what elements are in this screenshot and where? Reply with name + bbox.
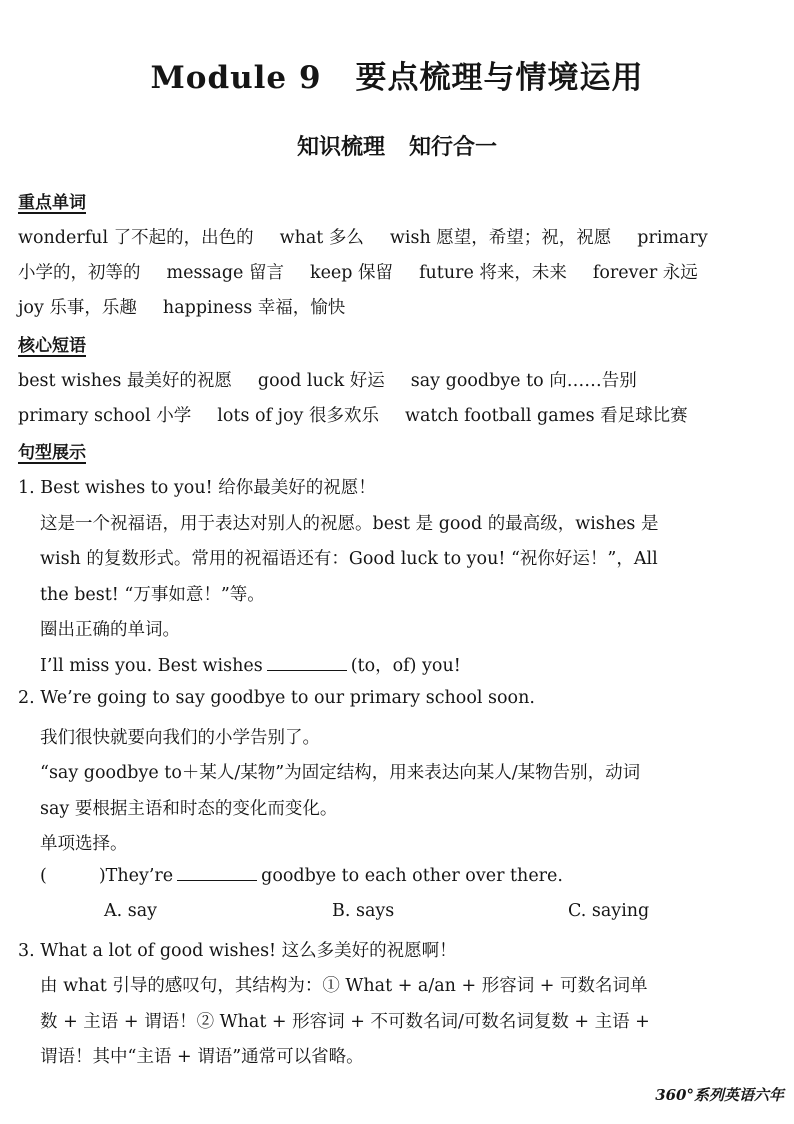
question-text: They’re	[105, 866, 174, 886]
sentence-3-explanation-3: 谓语！其中“主语 + 谓语”通常可以省略。	[40, 1047, 364, 1067]
word-entry: what 多么	[279, 228, 364, 248]
question-text: I’ll miss you. Best wishes	[40, 656, 263, 676]
sentence-1-question	[40, 652, 461, 677]
sentence-2-explanation-1: “say goodbye to＋某人/某物”为固定结构，用来表达向某人/某物告别，动词	[40, 763, 641, 783]
option-a[interactable]: A. say	[104, 901, 158, 921]
word-entry: happiness 幸福，愉快	[162, 298, 346, 318]
subtitle-right: 知行合一	[409, 134, 498, 160]
answer-blank[interactable]	[267, 656, 347, 671]
section-heading-words: 重点单词	[18, 193, 86, 213]
word-entry: wish 愿望，希望；祝，祝愿	[389, 228, 612, 248]
page-footer-series: 360°系列英语六年	[655, 1086, 784, 1104]
sentence-2-question	[40, 866, 563, 886]
sentence-2-title: 2. We’re going to say goodbye to our primary school soon.	[18, 688, 535, 708]
word-entry: wonderful 了不起的，出色的	[18, 228, 254, 248]
sentence-1-title: 1. Best wishes to you! 给你最美好的祝愿！	[18, 478, 376, 498]
word-entry: primary	[637, 228, 708, 248]
phrase-entry: watch football games 看足球比赛	[405, 406, 688, 426]
phrases-line-1	[18, 367, 637, 392]
answer-paren-open: (	[40, 866, 47, 886]
question-text: goodbye to each other over there.	[261, 866, 563, 886]
sentence-2-explanation-2: say 要根据主语和时态的变化而变化。	[40, 799, 338, 819]
answer-paren-close: )	[98, 866, 106, 886]
word-entry: forever 永远	[592, 263, 698, 283]
sentence-1-explanation-2: wish 的复数形式。常用的祝福语还有：Good luck to you! “祝你好运！”，All	[40, 549, 658, 569]
word-entry: joy 乐事，乐趣	[18, 298, 137, 318]
module-title: 要点梳理与情境运用	[355, 60, 644, 96]
sentence-2-translation: 我们很快就要向我们的小学告别了。	[40, 728, 320, 748]
phrase-entry: best wishes 最美好的祝愿	[18, 371, 232, 391]
sentence-1-explanation-3: the best! “万事如意！”等。	[40, 585, 265, 605]
sentence-3-explanation-2: 数 + 主语 + 谓语！② What + 形容词 + 不可数名词/可数名词复数 + 主语 +	[40, 1012, 650, 1032]
section-heading-phrases: 核心短语	[18, 336, 86, 356]
words-line-1	[18, 224, 708, 249]
sentence-1-task: 圈出正确的单词。	[40, 620, 180, 640]
phrase-entry: say goodbye to 向……告别	[410, 371, 637, 391]
answer-blank[interactable]	[177, 866, 257, 881]
section-heading-sentences: 句型展示	[18, 443, 86, 463]
sentence-1-explanation-1: 这是一个祝福语，用于表达对别人的祝愿。best 是 good 的最高级，wishes 是	[40, 514, 659, 534]
words-line-3	[18, 294, 345, 319]
word-entry: 小学的，初等的	[18, 263, 141, 283]
word-entry: future 将来，未来	[419, 263, 567, 283]
word-entry: message 留言	[166, 263, 284, 283]
words-line-2	[18, 259, 698, 284]
phrase-entry: primary school 小学	[18, 406, 192, 426]
word-entry: keep 保留	[309, 263, 394, 283]
sentence-3-title: 3. What a lot of good wishes! 这么多美好的祝愿啊！	[18, 941, 457, 961]
option-b[interactable]: B. says	[332, 901, 395, 921]
page-subtitle	[0, 130, 794, 161]
question-text: (to，of) you!	[350, 656, 461, 676]
phrases-line-2	[18, 402, 688, 427]
page-title	[0, 52, 794, 97]
phrase-entry: lots of joy 很多欢乐	[217, 406, 379, 426]
subtitle-left: 知识梳理	[296, 134, 385, 160]
sentence-2-task: 单项选择。	[40, 834, 128, 854]
option-c[interactable]: C. saying	[568, 901, 650, 921]
module-number: Module 9	[150, 60, 322, 96]
phrase-entry: good luck 好运	[257, 371, 385, 391]
sentence-3-explanation-1: 由 what 引导的感叹句，其结构为：① What + a/an + 形容词 + 可数名词单	[40, 976, 648, 996]
